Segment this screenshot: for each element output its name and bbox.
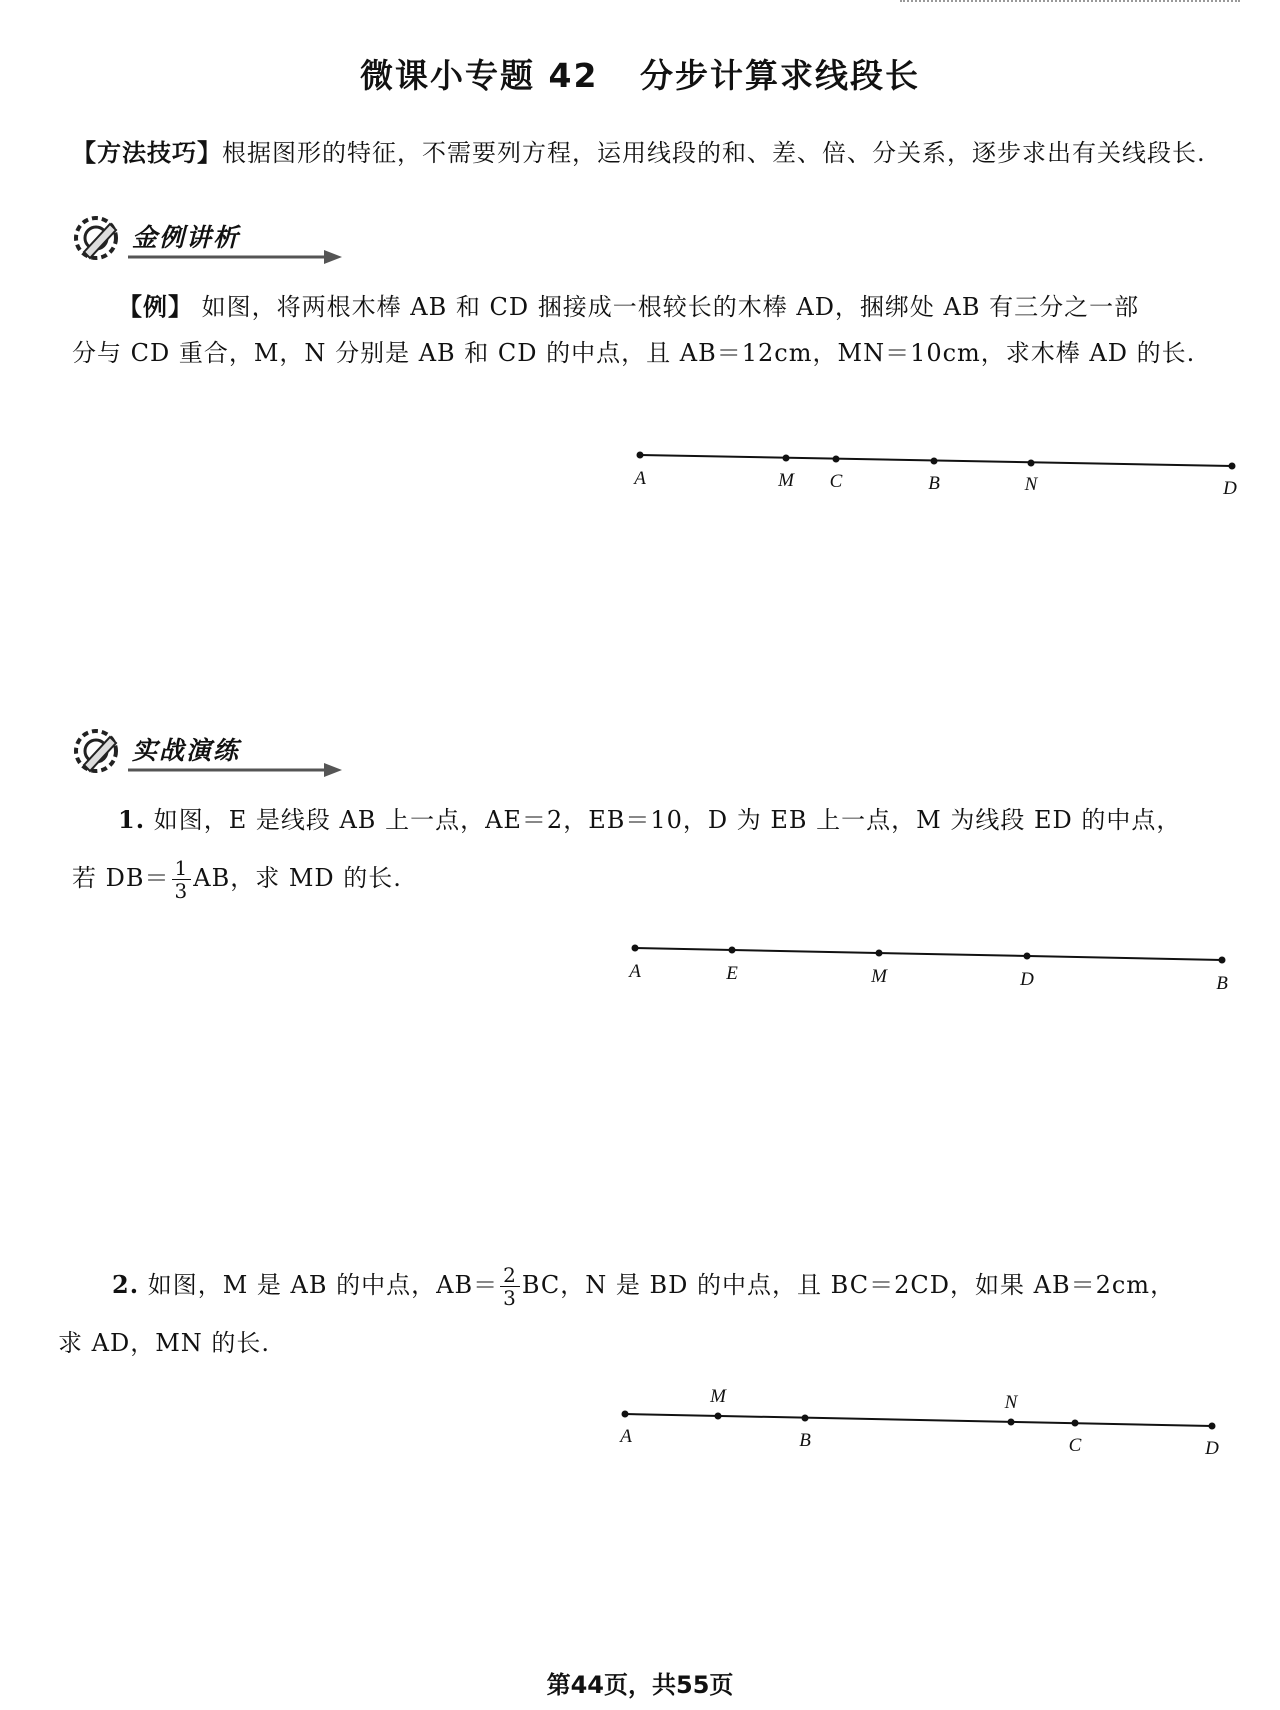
point-a-label: A — [634, 468, 646, 489]
example-text-line1: 如图，将两根木棒 AB 和 CD 捆接成一根较长的木棒 AD，捆绑处 AB 有三分之一部 — [201, 293, 1140, 321]
problem1-number: 1. — [118, 805, 146, 834]
point-m-label: M — [778, 470, 794, 491]
method-text: 根据图形的特征，不需要列方程，运用线段的和、差、倍、分关系，逐步求出有关线段长. — [222, 139, 1206, 167]
point-b-label: B — [928, 473, 940, 494]
point-e-label: E — [726, 963, 738, 984]
problem2-text-post: BC，N 是 BD 的中点，且 BC＝2CD，如果 AB＝2cm， — [521, 1271, 1176, 1299]
problem2-number: 2. — [112, 1270, 140, 1299]
practice-heading: 实战演练 — [132, 736, 241, 765]
problem2-segment-line — [625, 1414, 1212, 1426]
problem2-text-line2: 求 AD，MN 的长. — [58, 1329, 271, 1357]
point-n-label: N — [1004, 1392, 1018, 1413]
point-c-dot — [1072, 1420, 1079, 1427]
point-c-label: C — [829, 471, 843, 492]
fraction-denominator: 3 — [174, 879, 189, 903]
point-n-label: N — [1024, 474, 1038, 495]
point-m-label: M — [710, 1386, 726, 1407]
point-b-label: B — [799, 1430, 811, 1451]
point-a-label: A — [620, 1426, 632, 1447]
point-b-dot — [802, 1415, 809, 1422]
point-d-label: D — [1020, 969, 1034, 990]
point-d-label: D — [1223, 478, 1237, 499]
problem1-text-pre: 若 DB＝ — [72, 864, 170, 892]
title-topic-name: 分步计算求线段长 — [639, 56, 920, 95]
problem1-text-line1: 如图，E 是线段 AB 上一点，AE＝2，EB＝10，D 为 EB 上一点，M 为线段 ED 的中点， — [153, 806, 1182, 834]
point-d-label: D — [1205, 1438, 1219, 1459]
point-d-dot — [1209, 1423, 1216, 1430]
problem2-text-pre: 如图，M 是 AB 的中点，AB＝ — [147, 1271, 499, 1299]
example-text-line2: 分与 CD 重合，M，N 分别是 AB 和 CD 的中点，且 AB＝12cm，MN＝10cm，求木棒 AD 的长. — [72, 339, 1196, 367]
point-n-dot — [1008, 1419, 1015, 1426]
example-heading: 金例讲析 — [132, 223, 241, 252]
title-topic-number: 微课小专题 42 — [360, 56, 599, 95]
fraction-denominator: 3 — [503, 1286, 517, 1310]
method-label: 【方法技巧】 — [72, 139, 222, 167]
problem1-text-post: AB，求 MD 的长. — [193, 864, 402, 892]
example-label: 【例】 — [118, 293, 193, 321]
point-m-label: M — [871, 966, 887, 987]
page-footer: 第44页，共55页 — [546, 1671, 734, 1699]
fraction-numerator: 2 — [500, 1264, 520, 1287]
point-c-label: C — [1068, 1435, 1082, 1456]
point-m-dot — [715, 1413, 722, 1420]
point-a-dot — [622, 1411, 629, 1418]
point-a-label: A — [629, 961, 641, 982]
fraction-numerator: 1 — [172, 857, 192, 880]
point-b-label: B — [1216, 973, 1228, 994]
